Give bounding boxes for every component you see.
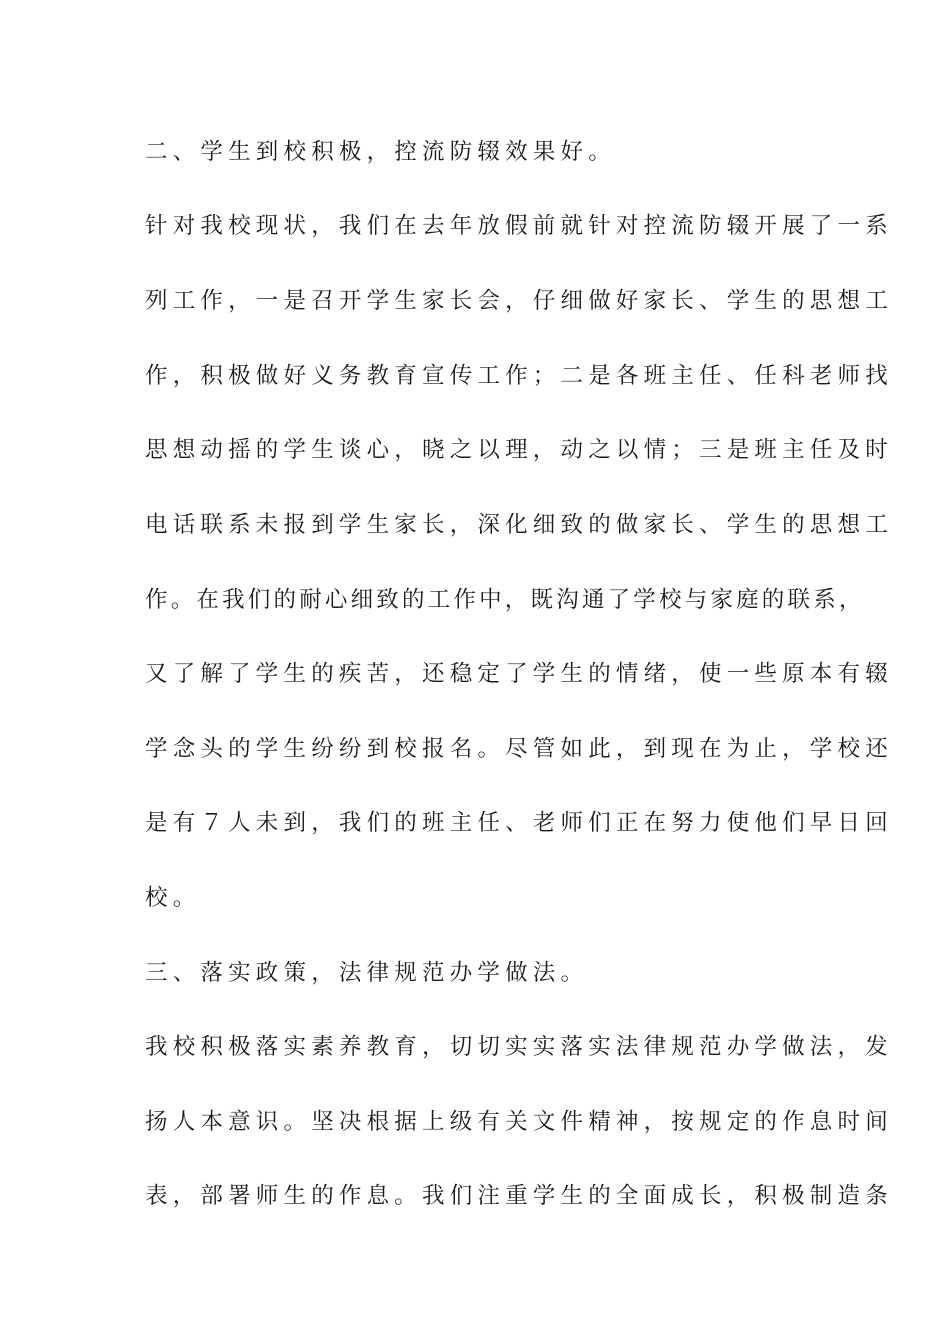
paragraph-line: 我校积极落实素养教育，切切实实落实法律规范办学做法，发: [145, 1034, 893, 1060]
paragraph-line: 表，部署师生的作息。我们注重学生的全面成长，积极制造条: [145, 1183, 893, 1209]
paragraph-line: 是有７人未到，我们的班主任、老师们正在努力使他们早日回: [145, 810, 893, 836]
paragraph-line: 作，积极做好义务教育宣传工作；二是各班主任、任科老师找: [145, 363, 893, 389]
paragraph-line: 扬人本意识。坚决根据上级有关文件精神，按规定的作息时间: [145, 1109, 893, 1135]
paragraph-line: 思想动摇的学生谈心，晓之以理，动之以情；三是班主任及时: [145, 437, 893, 463]
section-heading-3: 三、落实政策，法律规范办学做法。: [145, 960, 589, 986]
paragraph-line: 学念头的学生纷纷到校报名。尽管如此，到现在为止，学校还: [145, 736, 893, 762]
paragraph-line: 电话联系未报到学生家长，深化细致的做家长、学生的思想工: [145, 512, 893, 538]
paragraph-line: 作。在我们的耐心细致的工作中，既沟通了学校与家庭的联系，: [145, 587, 865, 613]
paragraph-line: 又了解了学生的疾苦，还稳定了学生的情绪，使一些原本有辍: [145, 661, 893, 687]
paragraph-line: 校。: [145, 885, 201, 911]
paragraph-line: 列工作，一是召开学生家长会，仔细做好家长、学生的思想工: [145, 288, 893, 314]
paragraph-line: 针对我校现状，我们在去年放假前就针对控流防辍开展了一系: [145, 213, 893, 239]
section-heading-2: 二、学生到校积极，控流防辍效果好。: [145, 139, 616, 165]
